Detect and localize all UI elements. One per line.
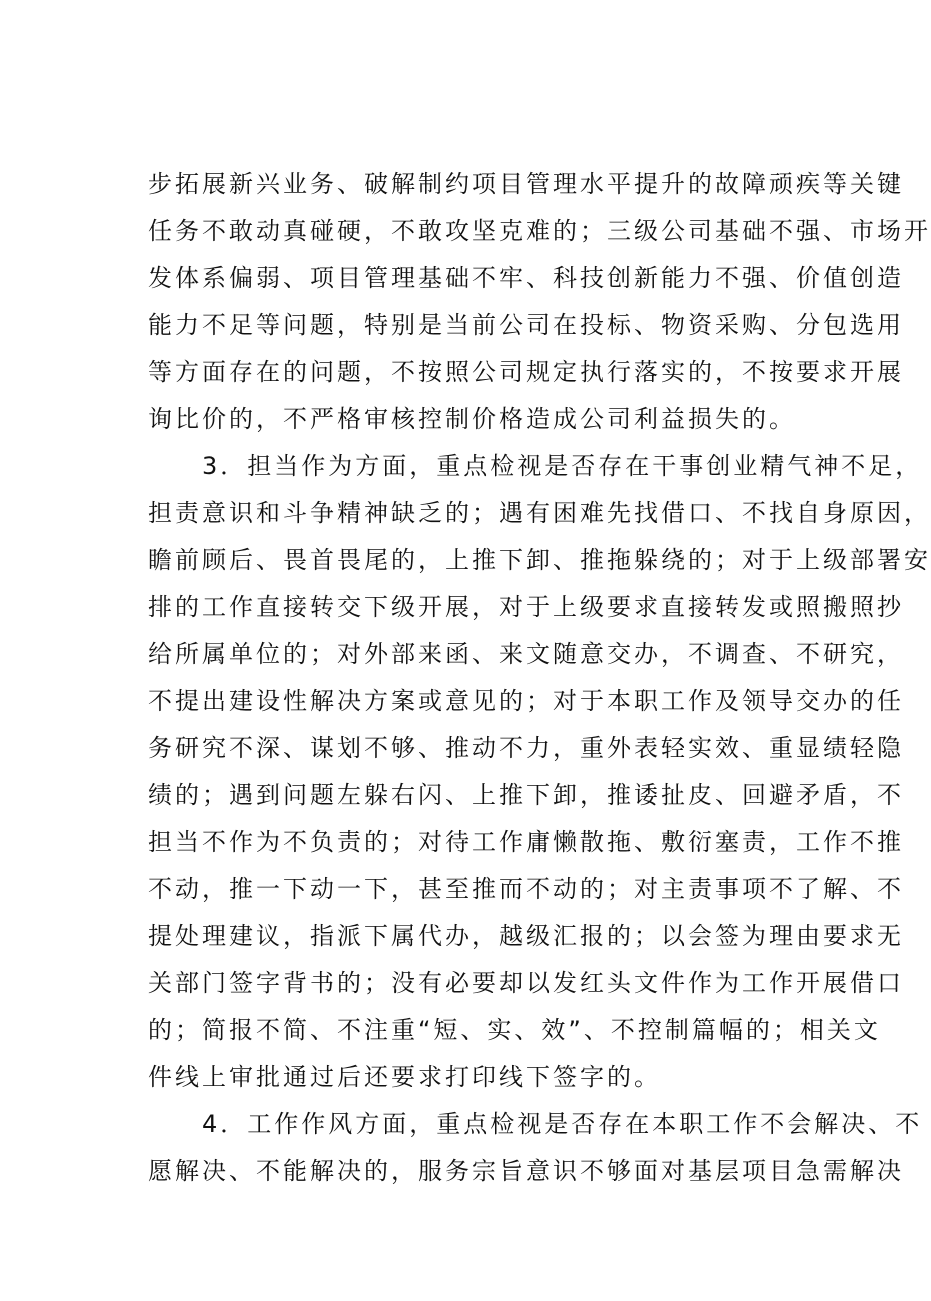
body-text <box>148 161 931 1195</box>
text-line: 务研究不深、谋划不够、推动不力，重外表轻实效、重显绩轻隐 <box>148 734 904 762</box>
text-line: 任务不敢动真碰硬，不敢攻坚克难的；三级公司基础不强、市场开 <box>148 217 931 245</box>
text-line: 关部门签字背书的；没有必要却以发红头文件作为工作开展借口 <box>148 969 904 997</box>
text-line: 愿解决、不能解决的，服务宗旨意识不够面对基层项目急需解决 <box>148 1157 904 1185</box>
text-line: 3．担当作为方面，重点检视是否存在干事创业精气神不足， <box>148 452 923 480</box>
text-line: 等方面存在的问题，不按照公司规定执行落实的，不按要求开展 <box>148 358 904 386</box>
text-line: 不提出建设性解决方案或意见的；对于本职工作及领导交办的任 <box>148 687 904 715</box>
text-line: 步拓展新兴业务、破解制约项目管理水平提升的故障顽疾等关键 <box>148 170 904 198</box>
text-line: 担责意识和斗争精神缺乏的；遇有困难先找借口、不找自身原因， <box>148 499 931 527</box>
text-line: 4．工作作风方面，重点检视是否存在本职工作不会解决、不 <box>148 1110 923 1138</box>
text-line: 给所属单位的；对外部来函、来文随意交办，不调查、不研究， <box>148 640 904 668</box>
text-line: 件线上审批通过后还要求打印线下签字的。 <box>148 1063 661 1091</box>
text-line: 发体系偏弱、项目管理基础不牢、科技创新能力不强、价值创造 <box>148 264 904 292</box>
text-line: 瞻前顾后、畏首畏尾的，上推下卸、推拖躲绕的；对于上级部署安 <box>148 546 931 574</box>
text-line: 绩的；遇到问题左躲右闪、上推下卸，推诿扯皮、回避矛盾，不 <box>148 781 904 809</box>
text-line: 能力不足等问题，特别是当前公司在投标、物资采购、分包选用 <box>148 311 904 339</box>
text-line: 担当不作为不负责的；对待工作庸懒散拖、敷衍塞责，工作不推 <box>148 828 904 856</box>
text-line: 询比价的，不严格审核控制价格造成公司利益损失的。 <box>148 405 796 433</box>
text-line: 的；简报不简、不注重“短、实、效”、不控制篇幅的；相关文 <box>148 1016 881 1044</box>
text-line: 排的工作直接转交下级开展，对于上级要求直接转发或照搬照抄 <box>148 593 904 621</box>
text-line: 提处理建议，指派下属代办，越级汇报的；以会签为理由要求无 <box>148 922 904 950</box>
text-line: 不动，推一下动一下，甚至推而不动的；对主责事项不了解、不 <box>148 875 904 903</box>
